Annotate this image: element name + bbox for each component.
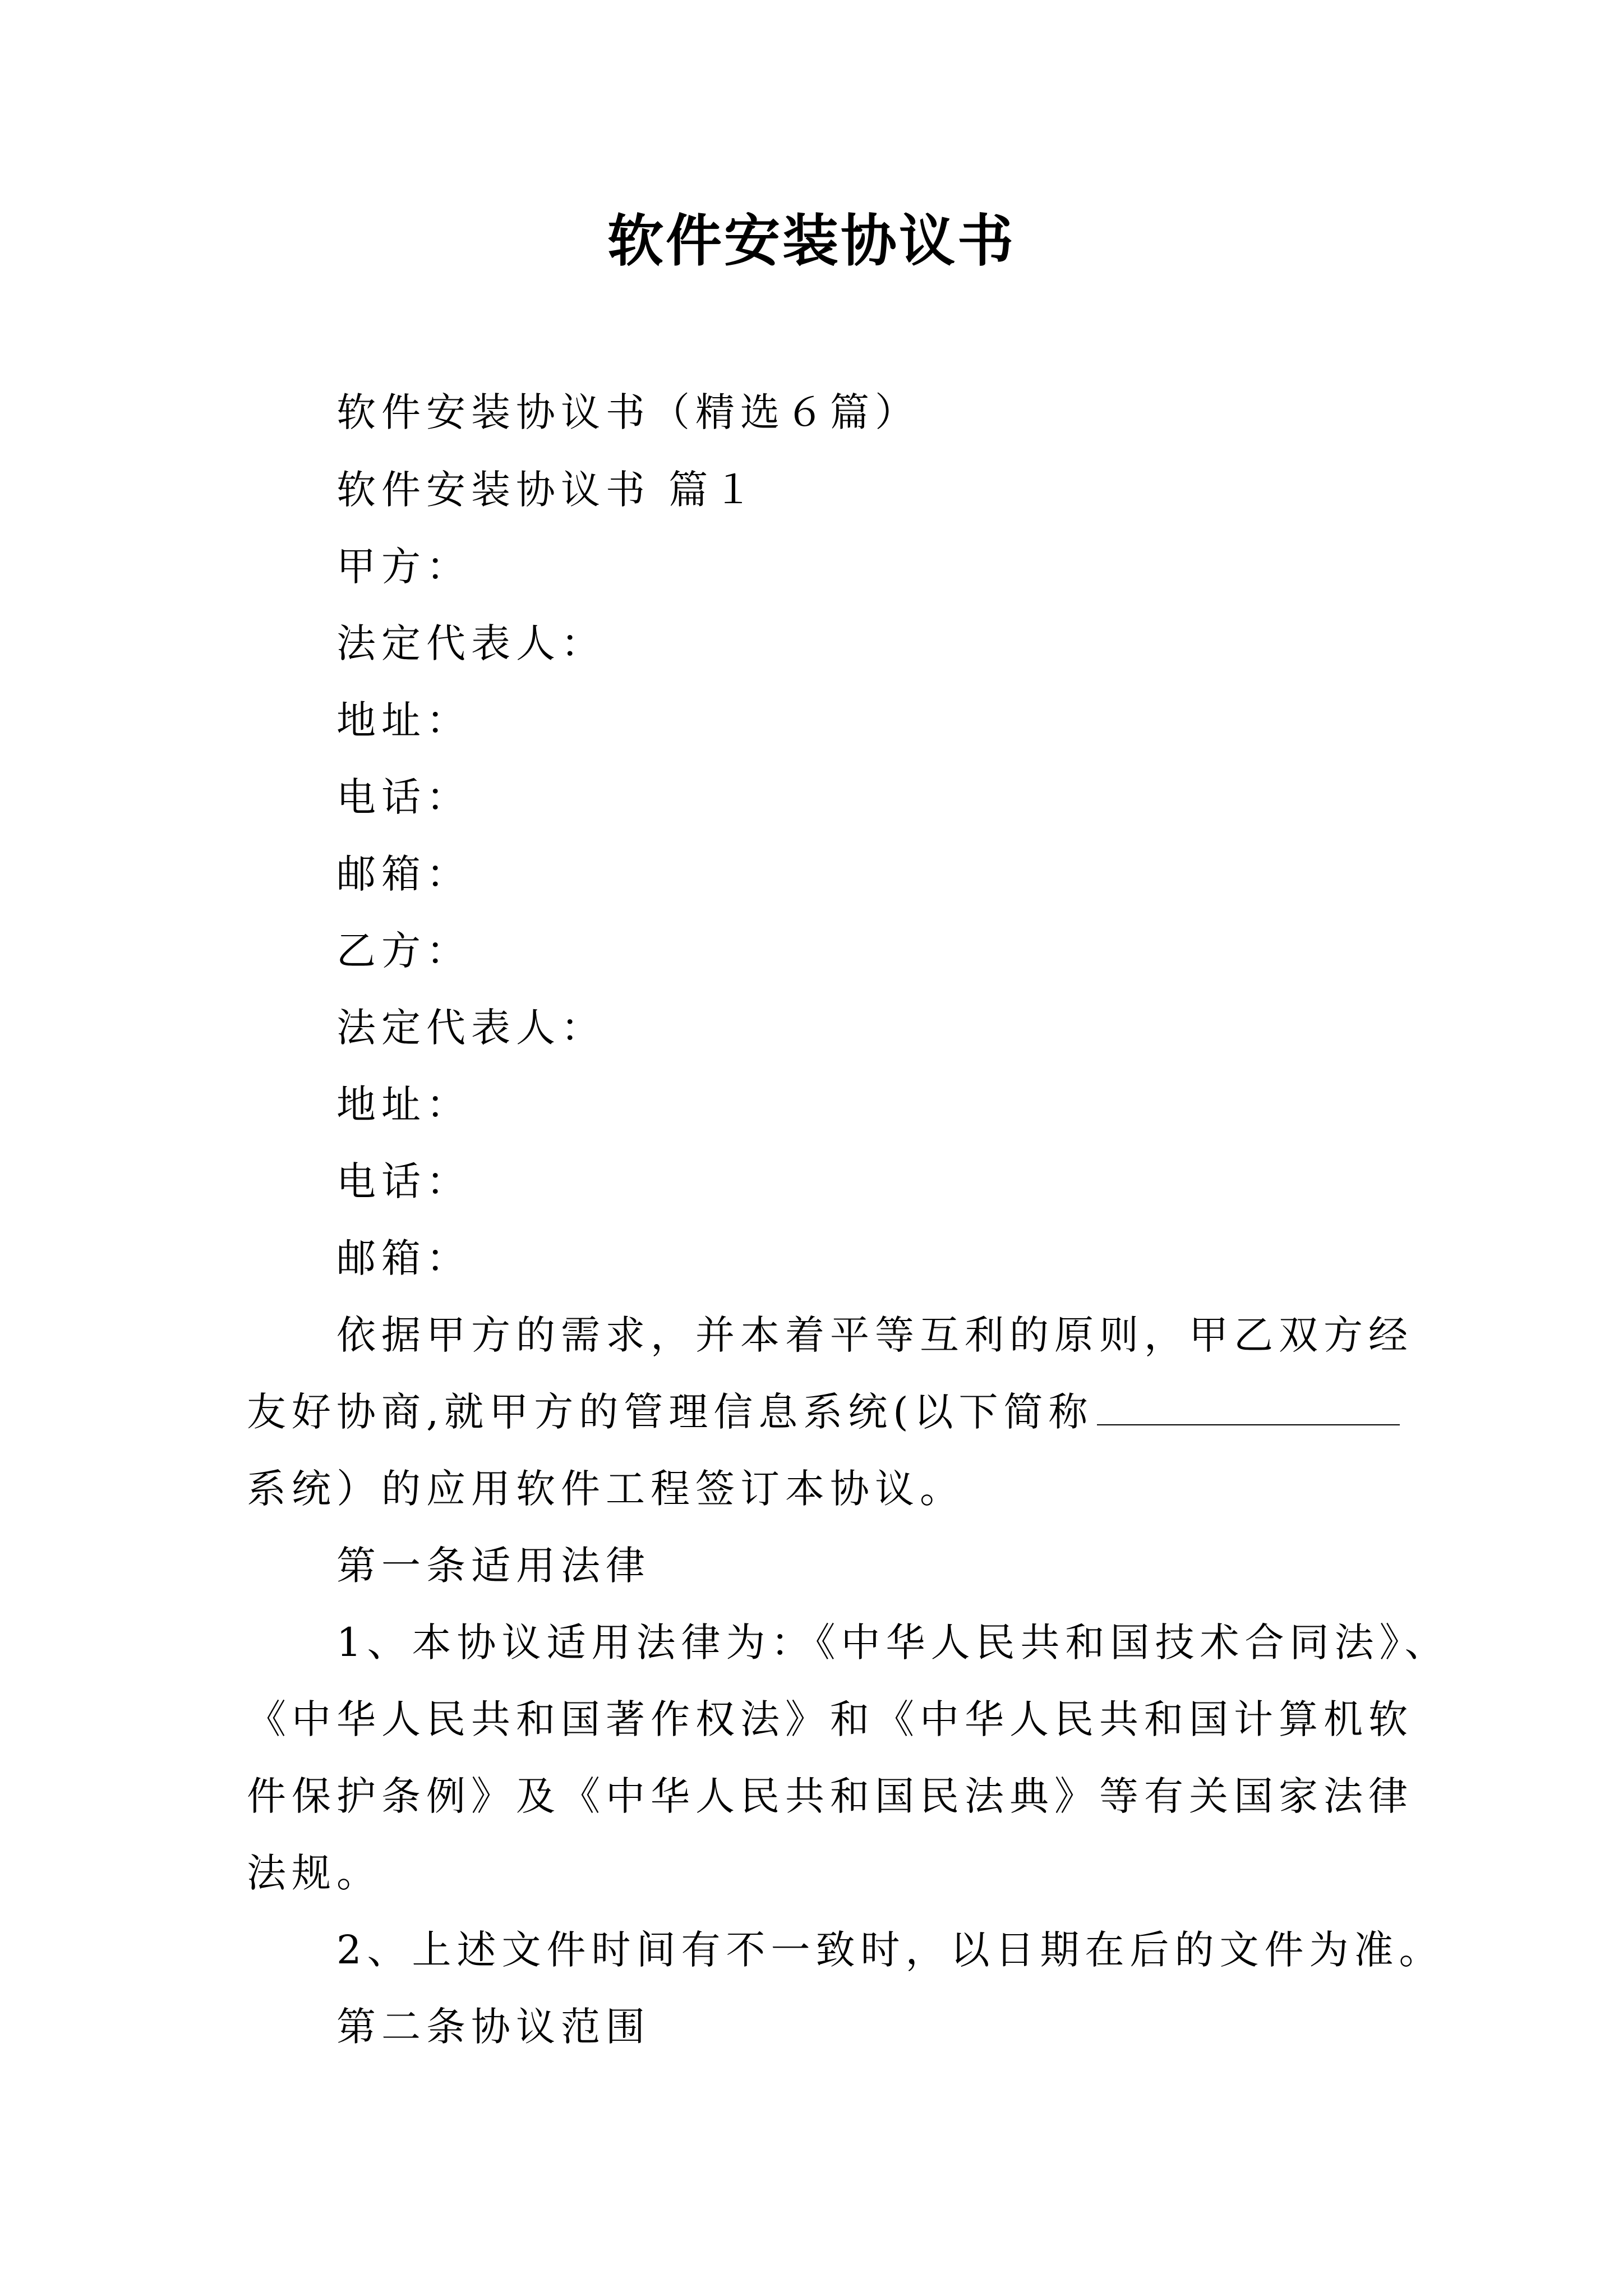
article-1-heading: 第一条适用法律 [336,1543,651,1589]
document-title: 软件安装协议书 [607,208,1016,274]
intro-line-2-text: 友好协商,就甲方的管理信息系统(以下简称 [247,1389,1094,1435]
party-a-label: 甲方： [336,544,471,590]
party-a-address: 地址： [336,697,471,743]
article-1-clause-1-line-4: 法规。 [247,1850,381,1896]
party-b-email: 邮箱： [336,1235,471,1281]
intro-line-3: 系统）的应用软件工程签订本协议。 [247,1466,965,1512]
article-2-heading: 第二条协议范围 [336,2004,651,2050]
article-1-clause-1-line-1: 1、本协议适用法律为：《中华人民共和国技术合同法》、 [336,1619,1450,1665]
intro-line-2 [247,1384,1400,1440]
section-heading: 软件安装协议书 篇１ [336,467,759,513]
document-subtitle: 软件安装协议书（精选６篇） [336,389,920,435]
intro-line-1: 依据甲方的需求，并本着平等互利的原则，甲乙双方经 [336,1312,1413,1358]
article-1-clause-2: 2、上述文件时间有不一致时，以日期在后的文件为准。 [336,1927,1444,1973]
party-b-label: 乙方： [336,928,471,974]
party-a-email: 邮箱： [336,851,471,897]
article-1-clause-1-line-3: 件保护条例》及《中华人民共和国民法典》等有关国家法律 [247,1773,1413,1819]
party-a-phone: 电话： [336,774,471,820]
party-b-representative: 法定代表人： [336,1005,606,1051]
party-a-representative: 法定代表人： [336,620,606,666]
system-name-blank [1097,1385,1400,1425]
party-b-phone: 电话： [336,1158,471,1204]
party-b-address: 地址： [336,1082,471,1128]
article-1-clause-1-line-2: 《中华人民共和国著作权法》和《中华人民共和国计算机软 [247,1696,1413,1742]
